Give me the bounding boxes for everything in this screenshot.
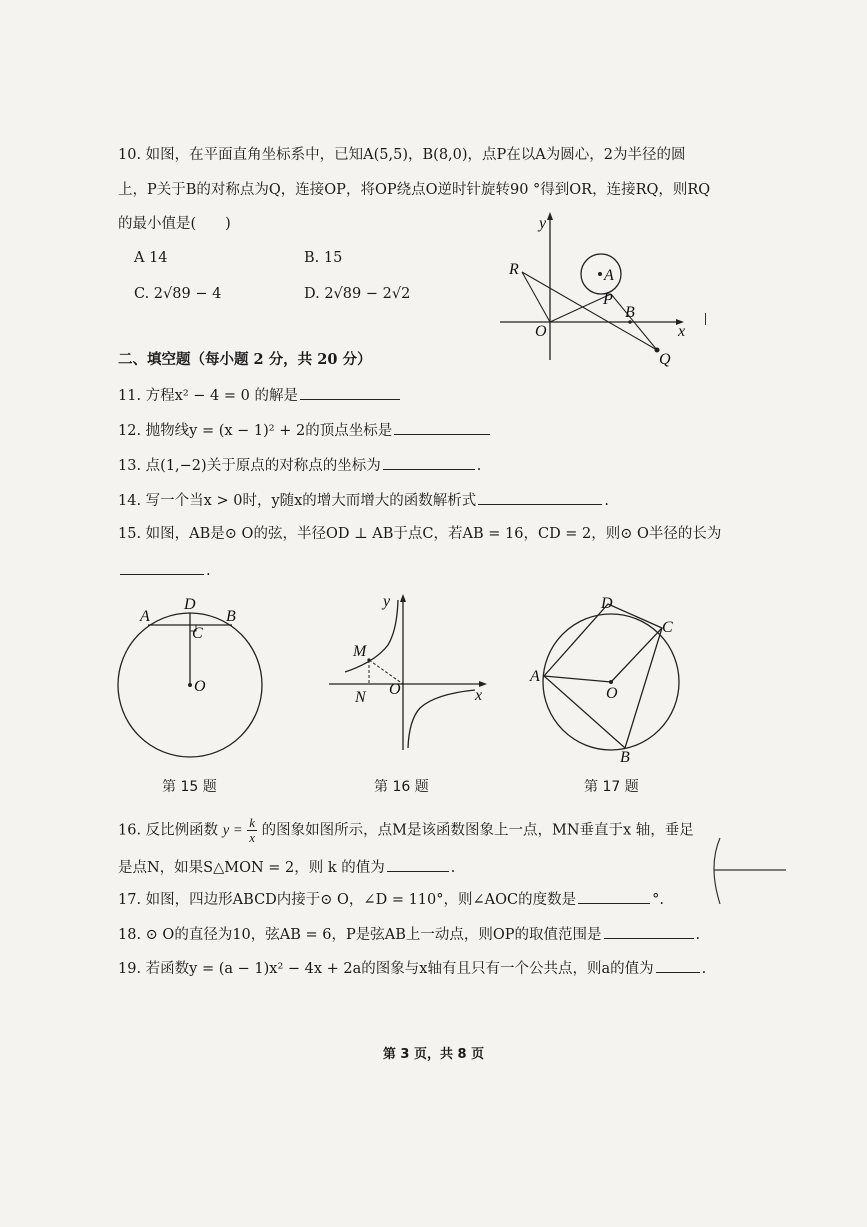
- fig17-label-b: B: [620, 749, 630, 766]
- fig16-label-m: M: [353, 643, 367, 660]
- q17-text: 17. 如图，四边形ABCD内接于⊙ O，∠D = 110°，则∠AOC的度数是: [118, 892, 577, 908]
- q10-option-d: D. 2√89 − 2√2: [304, 286, 411, 302]
- q16-post: 的图象如图所示，点M是该函数图象上一点，MN垂直于x 轴，垂足: [261, 822, 694, 839]
- q10-label-r: R: [509, 261, 519, 278]
- q10-label-y: y: [539, 215, 547, 232]
- q10-option-c: C. 2√89 − 4: [134, 286, 222, 302]
- q18-blank: [604, 924, 694, 939]
- q14-text: 14. 写一个当x > 0时，y随x的增大而增大的函数解析式: [118, 493, 477, 509]
- fig15-label-o: O: [194, 678, 206, 695]
- q16-line2: [118, 857, 455, 878]
- q10-label-o: O: [535, 323, 547, 340]
- q10-label-x: x: [678, 323, 686, 340]
- fig16-label-o: O: [389, 681, 401, 698]
- q15-line1: 15. 如图，AB是⊙ O的弦，半径OD ⊥ AB于点C，若AB = 16，CD = 2，则⊙ O半径的长为: [118, 526, 722, 542]
- fig17: [526, 590, 696, 770]
- q19: [118, 958, 706, 979]
- q16-end: .: [450, 860, 456, 876]
- scan-mark: [705, 313, 706, 325]
- q14-blank: [478, 490, 602, 505]
- q15-blank: [120, 560, 204, 575]
- q13-text: 13. 点(1,−2)关于原点的对称点的坐标为: [118, 458, 381, 474]
- q10-label-q: Q: [659, 351, 671, 368]
- q16-y-eq: y =: [222, 822, 243, 839]
- fig15-label-b: B: [226, 608, 236, 625]
- fig15-label-a: A: [140, 608, 150, 625]
- q10-line2: 上，P关于B的对称点为Q，连接OP，将OP绕点O逆时针旋转90 °得到OR，连接RQ，则RQ: [118, 182, 711, 198]
- margin-artifact: [706, 836, 786, 906]
- q16-fraction-num: k: [249, 815, 256, 830]
- q18: [118, 924, 700, 945]
- q10-label-p: P: [603, 291, 613, 308]
- fig16: [325, 590, 495, 755]
- q13: [118, 455, 481, 476]
- q13-end: .: [476, 458, 482, 474]
- q19-blank: [656, 958, 700, 973]
- q16-pre: 16. 反比例函数: [118, 822, 219, 839]
- q17: [118, 889, 664, 910]
- q18-end: .: [695, 927, 701, 943]
- fig17-label-d: D: [601, 595, 613, 612]
- q18-text: 18. ⊙ O的直径为10，弦AB = 6，P是弦AB上一动点，则OP的取值范围是: [118, 927, 602, 943]
- section-title: 二、填空题（每小题 2 分，共 20 分）: [118, 351, 372, 368]
- q19-text: 19. 若函数y = (a − 1)x² − 4x + 2a的图象与x轴有且只有一个公共点，则a的值为: [118, 961, 654, 977]
- q10-figure: [495, 210, 710, 370]
- q17-blank: [578, 889, 650, 904]
- q15-end: .: [206, 563, 211, 579]
- q10-line3: 的最小值是( ): [118, 216, 231, 232]
- q13-blank: [383, 455, 475, 470]
- q17-end: °.: [652, 892, 664, 908]
- fig16-label-y: y: [383, 593, 391, 610]
- fig15-caption: 第 15 题: [162, 779, 217, 795]
- q14: [118, 490, 609, 511]
- fig15-label-c: C: [192, 625, 203, 642]
- q12: [118, 420, 492, 441]
- fig16-caption: 第 16 题: [374, 779, 429, 795]
- q14-end: .: [604, 493, 609, 509]
- fig17-caption: 第 17 题: [584, 779, 639, 795]
- q10-option-a: A 14: [134, 250, 168, 266]
- q11-text: 11. 方程x² − 4 = 0 的解是: [118, 388, 298, 404]
- q10-option-b: B. 15: [304, 250, 343, 266]
- q16-fraction: [247, 816, 257, 845]
- page-footer: 第 3 页，共 8 页: [382, 1047, 485, 1062]
- q10-line1: 10. 如图，在平面直角坐标系中，已知A(5,5)，B(8,0)，点P在以A为圆心，2为半径的圆: [118, 147, 686, 163]
- q10-label-b: B: [625, 304, 635, 321]
- q16-line2-text: 是点N，如果S△MON = 2，则 k 的值为: [118, 860, 385, 876]
- q11-blank: [300, 385, 400, 400]
- fig17-label-a: A: [530, 668, 540, 685]
- fig17-label-c: C: [662, 619, 673, 636]
- fig15: [112, 595, 272, 765]
- q11: [118, 385, 402, 406]
- q12-blank: [394, 420, 490, 435]
- fig16-label-x: x: [475, 687, 483, 704]
- q16-line1: [118, 816, 694, 845]
- q16-blank: [387, 857, 449, 872]
- q15-line2: [118, 560, 211, 581]
- q19-end: .: [701, 961, 707, 977]
- fig15-label-d: D: [184, 596, 196, 613]
- fig16-label-n: N: [355, 689, 366, 706]
- q12-text: 12. 抛物线y = (x − 1)² + 2的顶点坐标是: [118, 423, 393, 439]
- q16-fraction-den: x: [249, 830, 256, 845]
- q10-label-a: A: [604, 267, 614, 284]
- fig17-label-o: O: [606, 685, 618, 702]
